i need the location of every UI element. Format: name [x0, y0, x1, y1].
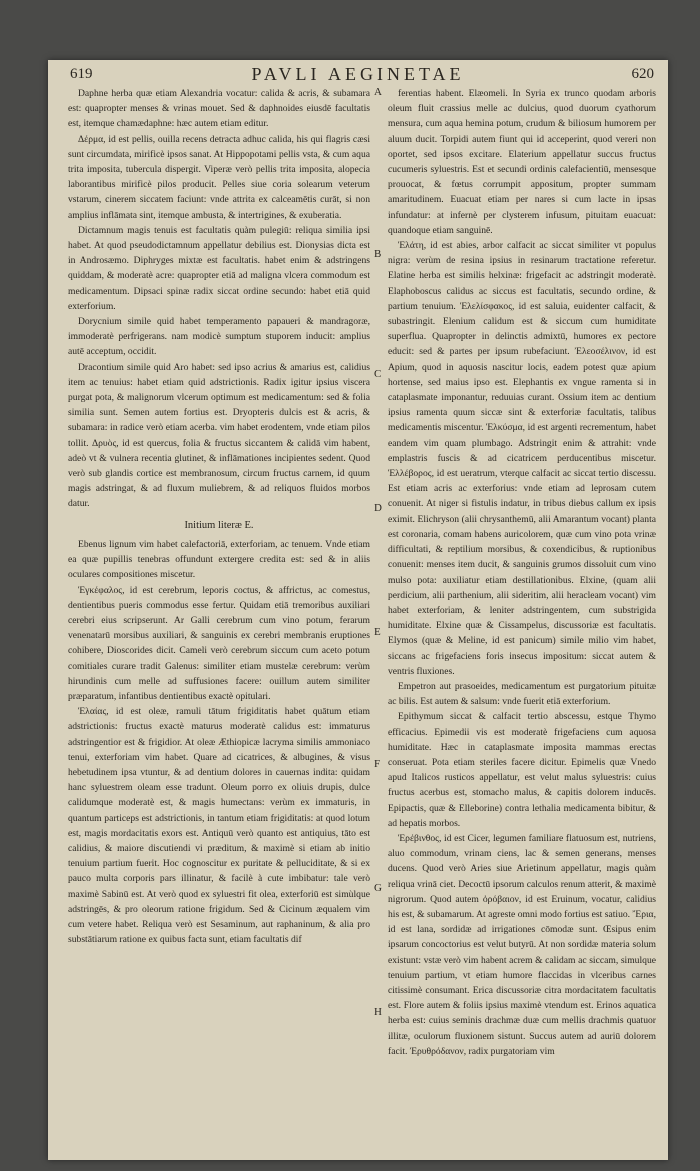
section-marker: D: [374, 502, 382, 514]
section-marker: G: [374, 882, 382, 894]
paragraph-empetron: Empetron aut prasoeides, medicamentum est purgatorium pituitæ ac bilis. Est autem & salsum: vnde fuerit etiā exterforium.: [388, 680, 656, 708]
section-marker: E: [374, 626, 381, 638]
paragraph-elaeomeli: ferentias habent. Elæomeli. In Syria ex trunco quodam arboris oleum fluit crassius melle ac dulcius, quod duorum cyathorum mensura, cum aqua hemina potum, crudum & biliosum humorem per aluum ducit. Torpidi autem fiunt qui id acceperint, quod vereri non oportet, sed ipsos excitare. Elaterium appellatur succus fructus cucumeris syluestris. Est et secundi ordinis calefacientiū, mensesque prouocat, & fœtus corrumpit appositum, propter summam amaritudinem. Euacuat etiam per nares si cum lacte in ipsas infundatur: at infernè per clysterem infusum, pituitam euacuat: quandoque etiam sanguinē.: [388, 88, 656, 236]
section-marker: A: [374, 86, 382, 98]
paragraph-dorycnium: Dorycnium simile quid habet temperamento papaueri & mandragoræ, immoderatè perfrigerans. nam modicè sumptum stuporem inducit: amplius autē acceptum, occidit.: [68, 316, 370, 358]
section-marker: F: [374, 758, 381, 770]
paragraph-daphne: Daphne herba quæ etiam Alexandria vocatur: calida & acris, & subamara est: quapropter menses & vrinas mouet. Sed & daphnoides eiusdē facultatis est, itemque chamædaphne: hæc autem etiam editur.: [68, 88, 370, 130]
running-title: PAVLI AEGINETAE: [251, 64, 465, 84]
paragraph-cicer: Ἐρέβινθος, id est Cicer, legumen familiare flatuosum est, nutriens, aluo commodum, vrinam ciens, lac & semen generans, menses ducens. Quod verò Aries siue Arietinum appellatur, magis quàm reliqua vrinā ciet. Decoctū ipsorum calculos renum atterit, & maximè nigrorum. Quod autem ὀρόβαιον, id est Eruinum, vocatur, calidius his est, & subamarum. At agreste omni modo fortius est satiuo. Ἔρια, id est lana, sordidæ ad irrigationes cōmodæ sunt. Œsipus enim ipsarum concoctorius est velut butyrū. At non sordidæ materia solum existunt: vstæ verò vim habent acrem & calidam ac siccam, simulque tenuium partium, vt etiam humore flaccidas in vlceribus carnes citissimè consumant. Erica discussoriæ citra mordacitatem facultatis est. Flore autem & foliis ipsius maximè vtendum est. Erinos aquatica herba est: cuius seminis drachmæ duæ cum mellis drachmis quatuor illitæ, oculorum fluxionem sistunt. Succus autem ad auriū dolorem facit. Ἐρυθρόδανον, radix purgatoriam vim: [388, 832, 656, 1057]
paragraph-oleae: Ἐλαίας, id est oleæ, ramuli tātum frigiditatis habet quātum etiam adstrictionis: fructus exactè maturus moderatè calidus est: immaturus adstringentior est & frigidior. At oleæ Æthiopicæ lacryma similis ammoniaco tenui, exterforiam vim habet. Quare ad cicatrices, & albugines, & visus hebetudinem ipsa vtuntur, & ad dentium dolores in cauernas indita: quidam hanc syluestrem oleam esse tradunt. Oleum porro ex oliuis drupis, dulce calidumque moderatè est, & magis humectans: verùm ex immaturis, in quantum particeps est adstrictionis, in tantum etiam frigiditatis: at quod lotum est, magis mordacitatis exors est. Antiquū verò quanto est antiquius, tāto est calidius, & maiore discutiendi vi præditum, & maximè si etiam ab initio tenuium partium fuerit. Hoc cognoscitur ex puritate & pelluciditate, & si ex pauco multa corporis pars illinatur, & facilè à cute imbibatur: tale verò maximè Sabinū est. At verò quod ex syluestri fit olea, exterforiū est simùlque adstringēs, & pro oleorum ratione frigidum. Sed & Cicinum æqualem vim cum vetere habet. Reliqua verò est Sesaminum, aut raphaninum, & alia pro substātiarum ratione ex quibus facta sunt, etiam facultatis dif: [68, 706, 370, 946]
section-heading-e: Initium literæ E.: [184, 519, 254, 531]
section-marker: H: [374, 1006, 382, 1018]
right-page-number: 620: [631, 66, 654, 82]
paragraph-dracontium: Dracontium simile quid Aro habet: sed ipso acrius & amarius est, calidius item ac tenuius: habet etiam quid adstrictionis. Radix igitur ipsius viscera purgat pota, & malignorum vlcerum optimum est medicamentum: sed & folia similia sunt. Semen autem fortius est. Dryopteris dulcis est & acris, & subamara: in radice verò etiam acerba. vim habet erodentem, vnde etiam pilos tollit. Δρυὸς, id est quercus, folia & fructus siccantem & calidā vim habent, adeò vt & vulnera recentia glutinet, & inflāmationes incipientes sedent. Quod verò sub glandis cortice est membranosum, circum fructus carnem, id quum magis adstringat, & ad fluxum muliebrem, & ad reliquos fluidos morbos datur.: [68, 361, 370, 510]
left-page-number: 619: [70, 66, 93, 82]
paragraph-dictamnum: Dictamnum magis tenuis est facultatis quàm pulegiū: reliqua similia ipsi habet. At quod pseudodictamnum appellatur debilius est. Dionysias dicta est in Androsæmo. Diphryges mixtæ est facultatis. habet enim & adstringens quiddam, & moderatè acre: quapropter etiā ad maligna vlcera commodum est medicamentum. Dipsaci spinæ radix siccat ordine secundo: habet etiā quid exterforium.: [68, 224, 370, 312]
book-page: [48, 60, 668, 1160]
section-marker: B: [374, 248, 382, 260]
paragraph-cerebrum: Ἐγκέφαλος, id est cerebrum, leporis coctus, & affrictus, ac comestus, dentientibus pueris commodus esse fertur. Quidam etiā tremoribus auxiliari cerebri eius scripserunt. Ar Galli cerebrum cum vino potum, ferarum venenatarū morsibus auxiliari, & sanguinis ex cerebri membranis eruptiones cohibere, Dioscorides dicit. Cameli verò cerebrum siccum cum aceto potum comitiales curare tradit Galenus: similiter etiam mustelæ cerebrum: verùm hirundinis cum melle ad suffusiones facere: ouillum autem similiter præparatum, infantibus dentientibus exactè opitulari.: [68, 584, 370, 702]
paragraph-ebenus: Ebenus lignum vim habet calefactoriā, exterforiam, ac tenuem. Vnde etiam ea quæ pupillis tenebras offundunt extergere credita est: sed & in aliis oculares compositiones miscetur.: [68, 538, 370, 581]
paragraph-derma: Δέρμα, id est pellis, ouilla recens detracta adhuc calida, his qui flagris cæsi sunt circumdata, mirificè ipsos sanat. At Hippopotami pellis vsta, & cum aqua trita imposita, tubercula dispergit. Viperæ verò pellis trita imposita, alopecia laborantibus mirificè pilos producit. Pelles siue coria solearum veterum vstarum, cinerem siccatem faciunt: vnde attrita ex calceamētis curāt, si non amplius inflāmata sint, itemque ambusta, & intertrigines, & exuberatia.: [68, 133, 370, 221]
paragraph-elate: Ἐλάτη, id est abies, arbor calfacit ac siccat similiter vt populus nigra: verùm de resina ipsius in resinarum tractatione referetur. Elatine herba est similis helxinæ: frigefacit ac adstringit moderatè. Elaphoboscus calidus ac siccus est facultatis, secundo ordine, & partium tenuium. Ἐλελίσφακος, id est saluia, euidenter calfacit, & subastringit. Elenium calidum est & siccum cum humiditate superflua. Quapropter in delinctis admixtū, humores ex pectore educit: sed & partes per ipsum rubefaciunt. Ἐλεοσέλινον, id est Apium, quod in aquosis nascitur locis, eadem potest quæ apium hortense, sed maius ipso est. Elephantis ex vngue ramenta si in cataplasmate imponantur, reduuias curant. Ossium item ac dentium ipsius ramenta quum siccæ sint & exterforiæ facultatis, talibus medicamentis miscentur. Ἐλκύσμα, id est argenti recrementum, habet eandem vim quam plumbago. Adstringit enim & attrahit: vnde emplastris fuscis & ad cicatricem perducentibus miscetur. Ἐλλέβορος, id est ueratrum, vterque calfacit ac siccat tertio discessu. Est etiam acris ac exterforius: vnde etiam ad leprosam cutem conuenit. At niger si fistulis indatur, in tribus diebus callum ex ipsis eximit. Elichryson (alii chrysanthemū, alii Amarantum vocant) planta est coronaria, comam habens auricolorem, quæ cum vino pota vrinæ difficultati, & reptilium morsibus, & coxendicibus, & ruptionibus conuenit: menses item ducit, & sanguinis grumos dissoluit cum vino mulso pota: auxiliatur etiam destillationibus. Elxine, (quam alii perdicium, alii parthenium, alii sideritim, alii heracleam vocant) vim habet exterforiam, & leniter adstringentem, cum substrigida humiditate. Elxine quæ & Cissampelus, discussoriæ est facultatis. Elymos (quæ & Meline, id est panicum) simile milio vim habet, siccans ac frigefaciens foris insecus impositum: siccat autem & ventris fluxiones.: [388, 240, 656, 677]
left-text-column: [68, 86, 370, 1146]
paragraph-epithymum: Epithymum siccat & calfacit tertio abscessu, estque Thymo efficacius. Epimedii vis est moderatè frigefaciens cum aquosa humiditate. Hæc in cataplasmate imposita mammas erectas conseruat. Pota etiam steriles facere dicitur. Epimelis quæ Vnedo apud Italicos rusticos appellatur, est velut malus syluestris: cuius fructus acerbus est, stomacho malus, & capitis dolorem inducēs. Epipactis, quæ & Elleborine) contra lethalia medicamenta bibitur, & ad hepatis morbos.: [388, 711, 656, 829]
section-marker-column: [374, 86, 386, 1146]
section-marker: C: [374, 368, 382, 380]
right-text-column: [388, 86, 656, 1146]
